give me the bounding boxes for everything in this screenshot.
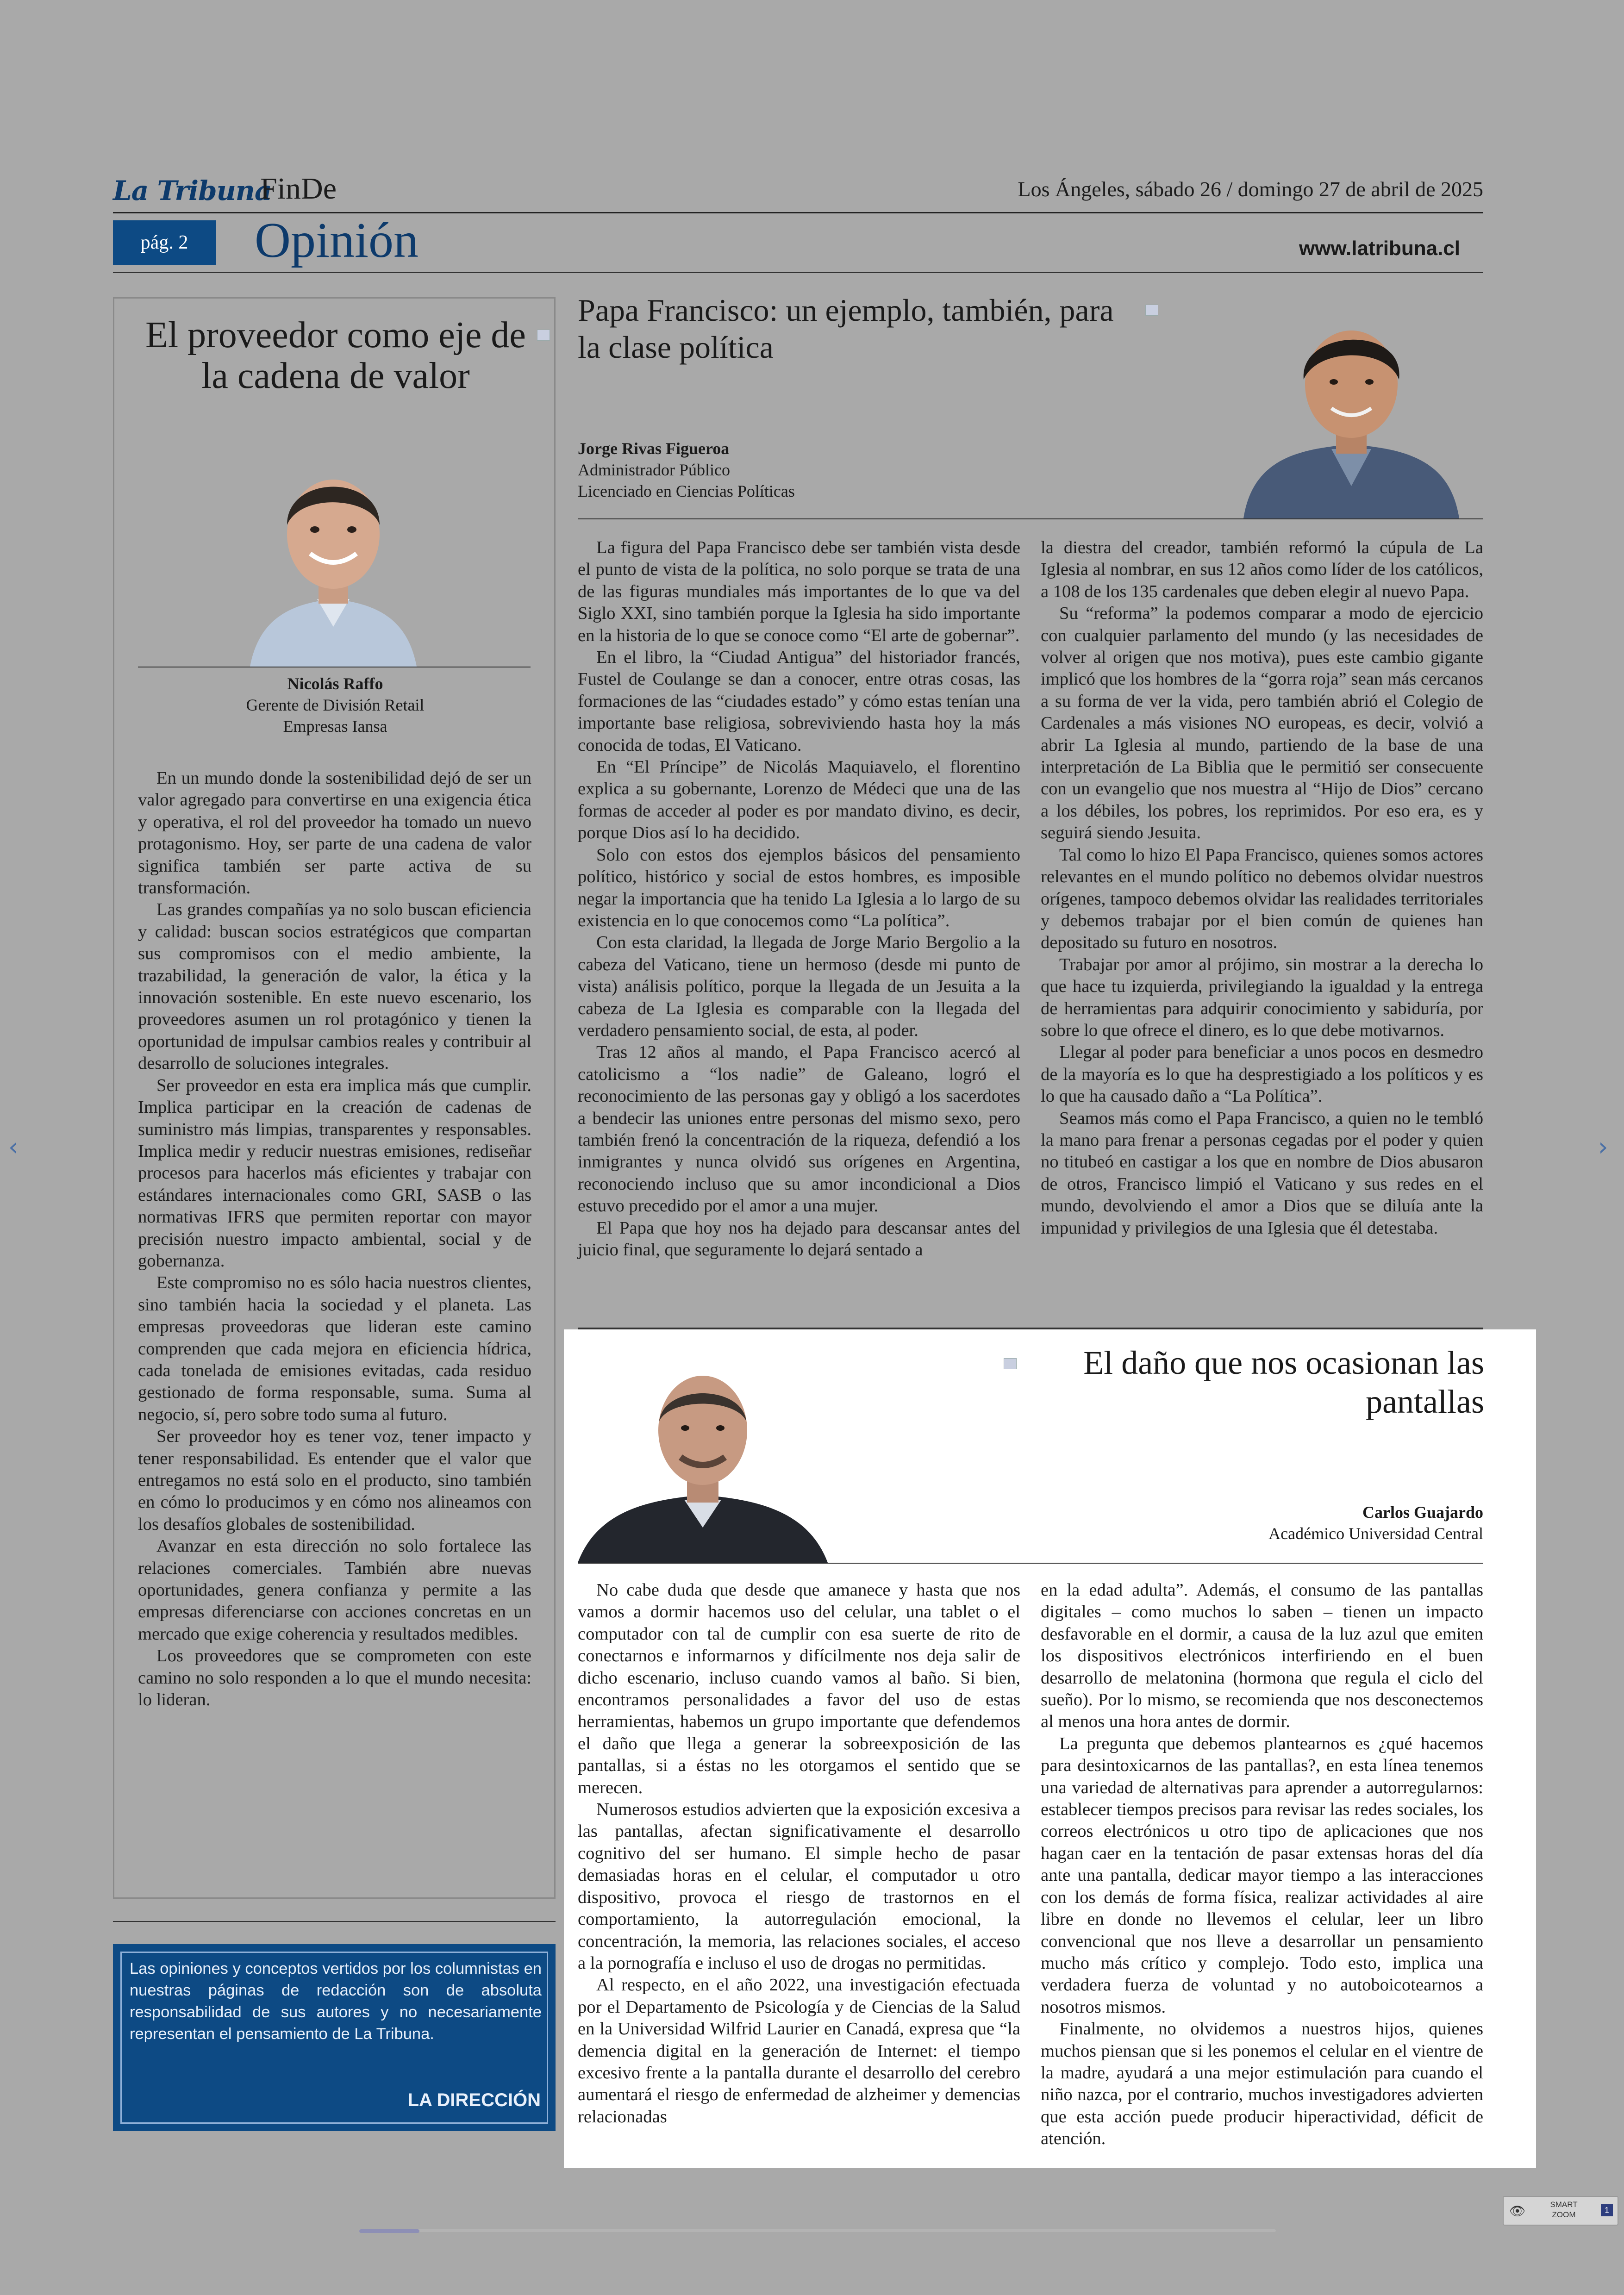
article3-divider — [578, 1563, 1483, 1564]
paragraph: La figura del Papa Francisco debe ser también vista desde el punto de vista de la política, no solo porque se trata de una de las figuras mundiales más importantes de lo que va del Siglo XXI, sino también porque la Iglesia ha sido importante en la historia de lo que se conoce como “El arte de gobernar”. — [578, 538, 1020, 645]
paragraph: Ser proveedor hoy es tener voz, tener impacto y tener responsabilidad. Es entender que el valor que entregamos no está solo en el producto, sino también en cómo lo producimos y en cómo nos alineamos con los desafíos globales de sostenibilidad. — [138, 1427, 531, 1534]
article3-top-rule — [578, 1328, 1483, 1329]
newspaper-logo: La Tribuna — [113, 175, 272, 206]
paragraph: No cabe duda que desde que amanece y hasta que nos vamos a dormir hacemos uso del celular, una tablet o el computador con tal de cumplir con esa suerte de rito de conectarnos e informarnos y difícilmente nos deja salir de dicho escenario, incluso cuando vamos al baño. Si bien, encontramos personalidades a favor del uso de estas herramientas, habemos un grupo importante que defendemos el daño que llega a generar la sobreexposición de las pantallas, si a éstas no les otorgamos el sentido que se merecen. — [578, 1580, 1020, 1797]
paragraph: Solo con estos dos ejemplos básicos del pensamiento político, histórico y social de estos hombres, es imposible negar la importancia que ha tenido La Iglesia a lo largo de su existencia en lo que conocemos como “La política”. — [578, 845, 1020, 930]
article2-column-2 — [1041, 537, 1483, 1239]
author2-credit — [578, 438, 795, 502]
paragraph: Al respecto, en el año 2022, una investigación efectuada por el Departamento de Psicología y de Ciencias de la Salud en la Universidad Wilfrid Laurier en Canadá, expresa que “la demencia digital en la generación de Internet: el tiempo excesivo frente a la pantalla durante el desarrollo del cerebro aumentará el riesgo de enfermedad de alzheimer y demencias relacionadas — [578, 1975, 1020, 2127]
paragraph: Seamos más como el Papa Francisco, a quien no le tembló la mano para frenar a personas cegadas por el poder y quien no titubeó en castigar a los que en nombre de Dios abusaron de otros, Francisco limpió el Vaticano y sus redes en el mundo, devolviendo el amor a Dios que se diluía ante la impunidad y privilegios de una Iglesia que él detestaba. — [1041, 1108, 1483, 1238]
paragraph: Este compromiso no es sólo hacia nuestros clientes, sino también hacia la sociedad y el planeta. Las empresas proveedoras que lideran este camino comprenden que cada mejora en eficiencia hídrica, cada tonelada de emisiones evitadas, cada residuo gestionado de forma responsable, suma. Suma al negocio, sí, pero sobre todo suma al futuro. — [138, 1273, 531, 1424]
zoom-badge: 1 — [1601, 2204, 1613, 2216]
paragraph: en la edad adulta”. Además, el consumo de las pantallas digitales – como muchos lo saben – tienen un impacto desfavorable en el dormir, a causa de la luz azul que emiten los dispositivos electrónicos interfiriendo en el buen desarrollo de melatonina (hormona que regula el ciclo del sueño). Por lo mismo, se recomienda que nos desconectemos al menos una hora antes de dormir. — [1041, 1580, 1483, 1732]
author-company: Empresas Iansa — [283, 717, 387, 736]
article2-title: Papa Francisco: un ejemplo, también, para la clase política — [578, 293, 1114, 365]
chevron-left-icon[interactable]: ‹ — [8, 1132, 19, 1161]
supplement-name: FinDe — [260, 172, 337, 206]
paragraph: El Papa que hoy nos ha dejado para descansar antes del juicio final, que seguramente lo dejará sentado a — [578, 1218, 1020, 1260]
scrollbar-thumb[interactable] — [359, 2229, 419, 2233]
author3-credit — [1111, 1502, 1483, 1544]
author-photo — [578, 1352, 828, 1563]
author-name: Jorge Rivas Figueroa — [578, 439, 730, 458]
paragraph: Tal como lo hizo El Papa Francisco, quienes somos actores relevantes en el mundo político no debemos olvidar nuestros orígenes, tampoco debemos olvidar las realidades territoriales y debemos trabajar por el bien común de quienes han depositado su futuro en nosotros. — [1041, 845, 1483, 953]
paragraph: la diestra del creador, también reformó la cúpula de La Iglesia al nombrar, en sus 12 años como líder de los católicos, a 108 de los 135 cardenales que deben elegir al nuevo Papa. — [1041, 538, 1483, 601]
editorial-disclaimer — [113, 1944, 556, 2131]
issue-date: Los Ángeles, sábado 26 / domingo 27 de abril de 2025 — [1018, 177, 1483, 201]
paragraph: Con esta claridad, la llegada de Jorge Mario Bergolio a la cabeza del Vaticano, tiene un hermoso (desde mi punto de vista) análisis político, porque la llegada de un Jesuita a la cabeza de La Iglesia es comparable con la llegada del verdadero pensamiento social, de esta, al poder. — [578, 933, 1020, 1040]
section-title: Opinión — [255, 213, 419, 268]
author-photo — [1239, 301, 1464, 518]
smart-zoom-label: SMART ZOOM — [1550, 2200, 1578, 2219]
chevron-right-icon[interactable]: › — [1598, 1132, 1608, 1161]
eye-icon: 👁 — [1509, 2203, 1526, 2219]
paragraph: Numerosos estudios advierten que la exposición excesiva a las pantallas, afectan significativamente el desarrollo cognitivo del ser humano. El simple hecho de pasar demasiadas horas en el celular, el computador u otro dispositivo, provoca el riesgo de trastornos en el comportamiento, la autorregulación emocional, la concentración, la memoria, las relaciones sociales, el acceso a la pornografía e incluso el uso de drogas no permitidas. — [578, 1800, 1020, 1973]
author-name: Carlos Guajardo — [1362, 1503, 1483, 1522]
author-name: Nicolás Raffo — [287, 674, 383, 693]
paragraph: En el libro, la “Ciudad Antigua” del historiador francés, Fustel de Coulange se dan a conocer, entre otras cosas, las formaciones de las “ciudades estado” y cómo estas tenían una importante base religiosa, sobreviviendo hasta hoy la más conocida de todas, El Vaticano. — [578, 648, 1020, 755]
author-degree: Licenciado en Ciencias Políticas — [578, 482, 795, 500]
masthead — [113, 172, 1483, 209]
article3-column-1 — [578, 1579, 1020, 2128]
paragraph: En “El Príncipe” de Nicolás Maquiavelo, el florentino explica a su gobernante, Lorenzo de Médeci que una de las formas de acceder al poder es por mandato divino, es decir, porque Dios así lo ha decidido. — [578, 757, 1020, 843]
article3-column-2 — [1041, 1579, 1483, 2150]
divider — [113, 1921, 556, 1922]
author-role: Gerente de División Retail — [246, 696, 425, 714]
website-link[interactable]: www.latribuna.cl — [1299, 237, 1460, 260]
author-role: Administrador Público — [578, 461, 730, 479]
paragraph: Trabajar por amor al prójimo, sin mostrar a la derecha lo que hace tu izquierda, privilegiando la igualdad y la entrega de herramientas para adquirir conocimiento y sabiduría, por sobre lo que ofrece el dinero, es lo que debe motivarnos. — [1041, 954, 1483, 1040]
author1-credit — [139, 673, 531, 737]
author-role: Académico Universidad Central — [1268, 1524, 1483, 1543]
page-number-badge: pág. 2 — [113, 220, 216, 265]
comment-icon[interactable] — [1145, 305, 1158, 316]
article1-title: El proveedor como eje de la cadena de valor — [145, 315, 526, 396]
smart-zoom-button[interactable] — [1503, 2196, 1618, 2226]
paragraph: Avanzar en esta dirección no solo fortalece las relaciones comerciales. También abre nuevas oportunidades, genera confianza y permite a las empresas diferenciarse con acciones concretas en un mercado que exige coherencia y resultados medibles. — [138, 1536, 531, 1644]
article2-divider — [578, 518, 1483, 519]
paragraph: Su “reforma” la podemos comparar a modo de ejercicio con cualquier parlamento del mundo (y las necesidades de volver al origen que nos motiva), pues este cambio gigante implicó que los hombres de la “gorra roja” sean más cercanos a su forma de ver la vida, pero también abrió el Colegio de Cardenales a más visiones NO europeas, es decir, volvió a abrir La Iglesia al mundo, partiendo de la base de una interpretación de La Biblia que le permitió ser consecuente con un evangelio que nos muestra al “Hijo de Dios” cercano a los débiles, los pobres, los reprimidos. Por eso era, es y seguirá siendo Jesuita. — [1041, 604, 1483, 843]
paragraph: Finalmente, no olvidemos a nuestros hijos, quienes muchos piensan que si les ponemos el celular en el vientre de la madre, ayudará a una mejor estimulación para cuando el niño nazca, por el contrario, muchos investigadores advierten que esta acción puede producir hiperactividad, déficit de atención. — [1041, 2019, 1483, 2149]
comment-icon[interactable] — [537, 330, 550, 341]
article3-title: El daño que nos ocasionan las pantallas — [1083, 1344, 1484, 1420]
author-photo — [231, 432, 435, 667]
article2-column-1 — [578, 537, 1020, 1261]
section-divider — [113, 272, 1483, 273]
paragraph: Los proveedores que se comprometen con este camino no solo responden a lo que el mundo necesita: lo lideran. — [138, 1646, 531, 1710]
page-scrollbar[interactable] — [359, 2229, 1276, 2232]
paragraph: Llegar al poder para beneficiar a unos pocos en desmedro de la mayoría es lo que ha desprestigiado a los políticos y es lo que ha causado daño a “La Política”. — [1041, 1042, 1483, 1106]
disclaimer-signature: LA DIRECCIÓN — [407, 2090, 541, 2110]
paragraph: Ser proveedor en esta era implica más que cumplir. Implica participar en la creación de cadenas de suministro más limpias, transparentes y responsables. Implica medir y reducir nuestras emisiones, rediseñar procesos para hacerlos más eficientes y trabajar con estándares internacionales como GRI, SASB o las normativas IFRS que permiten reportar con mayor precisión nuestro impacto ambiental, social y de gobernanza. — [138, 1075, 531, 1271]
disclaimer-text: Las opiniones y conceptos vertidos por los columnistas en nuestras páginas de redacción son de absoluta responsabilidad de sus autores y no necesariamente representan el pensamiento de La Tribuna. — [130, 1960, 542, 2043]
paragraph: Las grandes compañías ya no solo buscan eficiencia y calidad: buscan socios estratégicos que compartan sus compromisos con el medio ambiente, la trazabilidad, la generación de valor, la ética y la innovación sostenible. En este nuevo escenario, los proveedores asumen un rol protagónico y tienen la oportunidad de impulsar cambios reales y contribuir al desarrollo de soluciones integrales. — [138, 900, 531, 1073]
article1-body — [138, 767, 531, 1711]
paragraph: Tras 12 años al mando, el Papa Francisco acercó al catolicismo a “los nadie” de Galeano, logró el reconocimiento de las personas gay y obligó a los sacerdotes a bendecir las uniones entre personas del mismo sexo, pero también frenó la concentración de la riqueza, defendió a los inmigrantes y nunca olvidó sus orígenes en Argentina, reconociendo incluso que su amor incondicional a Dios estuvo precedido por el amor a una mujer. — [578, 1042, 1020, 1216]
paragraph: La pregunta que debemos plantearnos es ¿qué hacemos para desintoxicarnos de las pantallas?, en esta línea tenemos una variedad de alternativas para aprender a autorregularnos: establecer tiempos precisos para revisar las redes sociales, los correos electrónicos u otro tipo de aplicaciones que nos hagan caer en la tentación de pasar extensas horas del día ante una pantalla, dedicar mayor tiempo a las interacciones con los demás de forma física, realizar actividades al aire libre en donde no llevemos el celular, leer un libro convencional que nos lleve a desarrollar un pensamiento mucho más crítico y complejo. Todo esto, implica una verdadera fuerza de voluntad y no autoboicotearnos a nosotros mismos. — [1041, 1734, 1483, 2017]
paragraph: En un mundo donde la sostenibilidad dejó de ser un valor agregado para convertirse en una exigencia ética y operativa, el rol del proveedor ha tomado un nuevo protagonismo. Hoy, ser parte de una cadena de valor significa también ser parte activa de su transformación. — [138, 768, 531, 898]
